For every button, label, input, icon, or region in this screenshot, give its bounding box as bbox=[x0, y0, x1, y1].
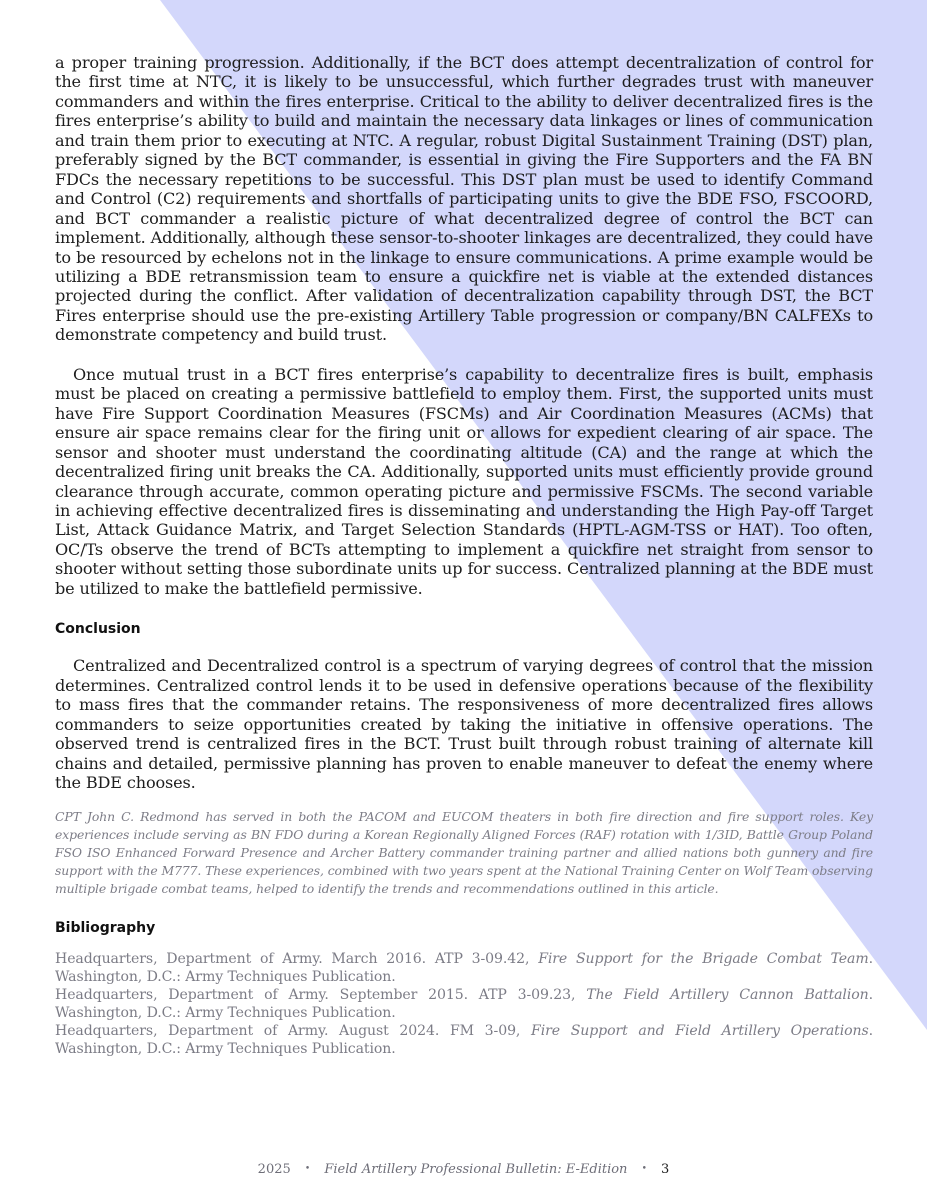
footer-separator: • bbox=[304, 1164, 311, 1174]
bib-entry-text: . Washington, D.C.: Army Techniques Publication. bbox=[55, 951, 873, 986]
footer-year: 2025 bbox=[257, 1162, 291, 1177]
bib-entry-title: The Field Artillery Cannon Battalion bbox=[586, 987, 869, 1004]
bibliography-entry bbox=[55, 987, 873, 1023]
bib-entry-title: Fire Support for the Brigade Combat Team bbox=[538, 951, 869, 968]
bibliography-entry bbox=[55, 1023, 873, 1059]
body-paragraph-2: Once mutual trust in a BCT fires enterprise’s capability to decentralize fires is built, emphasis must be placed on creating a permissive battlefield to employ them. First, the supported units must have Fire Support Coordination Measures (FSCMs) and Air Coordination Measures (ACMs) that ensure air space remains clear for the firing unit or allows for expedient clearing of air space. The sensor and shooter must understand the coordinating altitude (CA) and the range at which the decentralized firing unit breaks the CA. Additionally, supported units must efficiently provide ground clearance through accurate, common operating picture and permissive FSCMs. The second variable in achieving effective decentralized fires is disseminating and understanding the High Pay-off Target List, Attack Guidance Matrix, and Target Selection Standards (HPTL-AGM-TSS or HAT). Too often, OC/Ts observe the trend of BCTs attempting to implement a quickfire net straight from sensor to shooter without setting those subordinate units up for success. Centralized planning at the BDE must be utilized to make the battlefield permissive. bbox=[55, 364, 873, 598]
bibliography-list bbox=[55, 951, 873, 1058]
conclusion-heading: Conclusion bbox=[55, 621, 141, 638]
bib-entry-title: Fire Support and Field Artillery Operations bbox=[531, 1023, 869, 1040]
conclusion-paragraph: Centralized and Decentralized control is a spectrum of varying degrees of control that the mission determines. Centralized control lends it to be used in defensive operations because of the flexibility to mass fires that the commander retains. The responsiveness of more decentralized fires allows commanders to seize opportunities created by taking the initiative in offensive operations. The observed trend is centralized fires in the BCT. Trust built through robust training of alternate kill chains and detailed, permissive planning has proven to enable maneuver to defeat the enemy where the BDE chooses. bbox=[55, 656, 873, 792]
page-footer bbox=[0, 1162, 927, 1177]
bib-entry-text: Headquarters, Department of Army. August 2024. FM 3-09, bbox=[55, 1023, 532, 1040]
footer-publication: Field Artillery Professional Bulletin: E-Edition bbox=[324, 1162, 628, 1177]
page-number: 3 bbox=[661, 1162, 670, 1177]
bib-entry-text: Headquarters, Department of Army. March 2016. ATP 3-09.42, bbox=[55, 951, 539, 968]
author-bio: CPT John C. Redmond has served in both the PACOM and EUCOM theaters in both fire direction and fire support roles. Key experiences include serving as BN FDO during a Korean Regionally Aligned Forces (RAF) rotation with 1/3ID, Battle Group Poland FSO ISO Enhanced Forward Presence and Archer Battery commander training partner and allied nations both gunnery and fire support with the M777. These experiences, combined with two years spent at the National Training Center on Wolf Team observing multiple brigade combat teams, helped to identify the trends and recommendations outlined in this article. bbox=[55, 809, 873, 896]
bibliography-heading: Bibliography bbox=[55, 920, 156, 937]
bib-entry-text: . Washington, D.C.: Army Techniques Publication. bbox=[55, 1023, 874, 1057]
bib-entry-text: Headquarters, Department of Army. September 2015. ATP 3-09.23, bbox=[55, 987, 587, 1004]
body-paragraph-1: a proper training progression. Additionally, if the BCT does attempt decentralization of control for the first time at NTC, it is likely to be unsuccessful, which further degrades trust with maneuver commanders and within the fires enterprise. Critical to the ability to deliver decentralized fires is the fires enterprise’s ability to build and maintain the necessary data linkages or lines of communication and train them prior to executing at NTC. A regular, robust Digital Sustainment Training (DST) plan, preferably signed by the BCT commander, is essential in giving the Fire Supporters and the FA BN FDCs the necessary repetitions to be successful. This DST plan must be used to identify Command and Control (C2) requirements and shortfalls of participating units to give the BDE FSO, FSCOORD, and BCT commander a realistic picture of what decentralized degree of control the BCT can implement. Additionally, although these sensor-to-shooter linkages are decentralized, they could have to be resourced by echelons not in the linkage to ensure communications. A prime example would be utilizing a BDE retransmission team to ensure a quickfire net is viable at the extended distances projected during the conflict. After validation of decentralization capability through DST, the BCT Fires enterprise should use the pre-existing Artillery Table progression or company/BN CALFEXs to demonstrate competency and build trust. bbox=[55, 53, 873, 345]
article-content bbox=[55, 53, 873, 1059]
bibliography-entry bbox=[55, 951, 873, 987]
bib-entry-text: . Washington, D.C.: Army Techniques Publication. bbox=[55, 987, 873, 1022]
footer-separator: • bbox=[641, 1164, 647, 1174]
